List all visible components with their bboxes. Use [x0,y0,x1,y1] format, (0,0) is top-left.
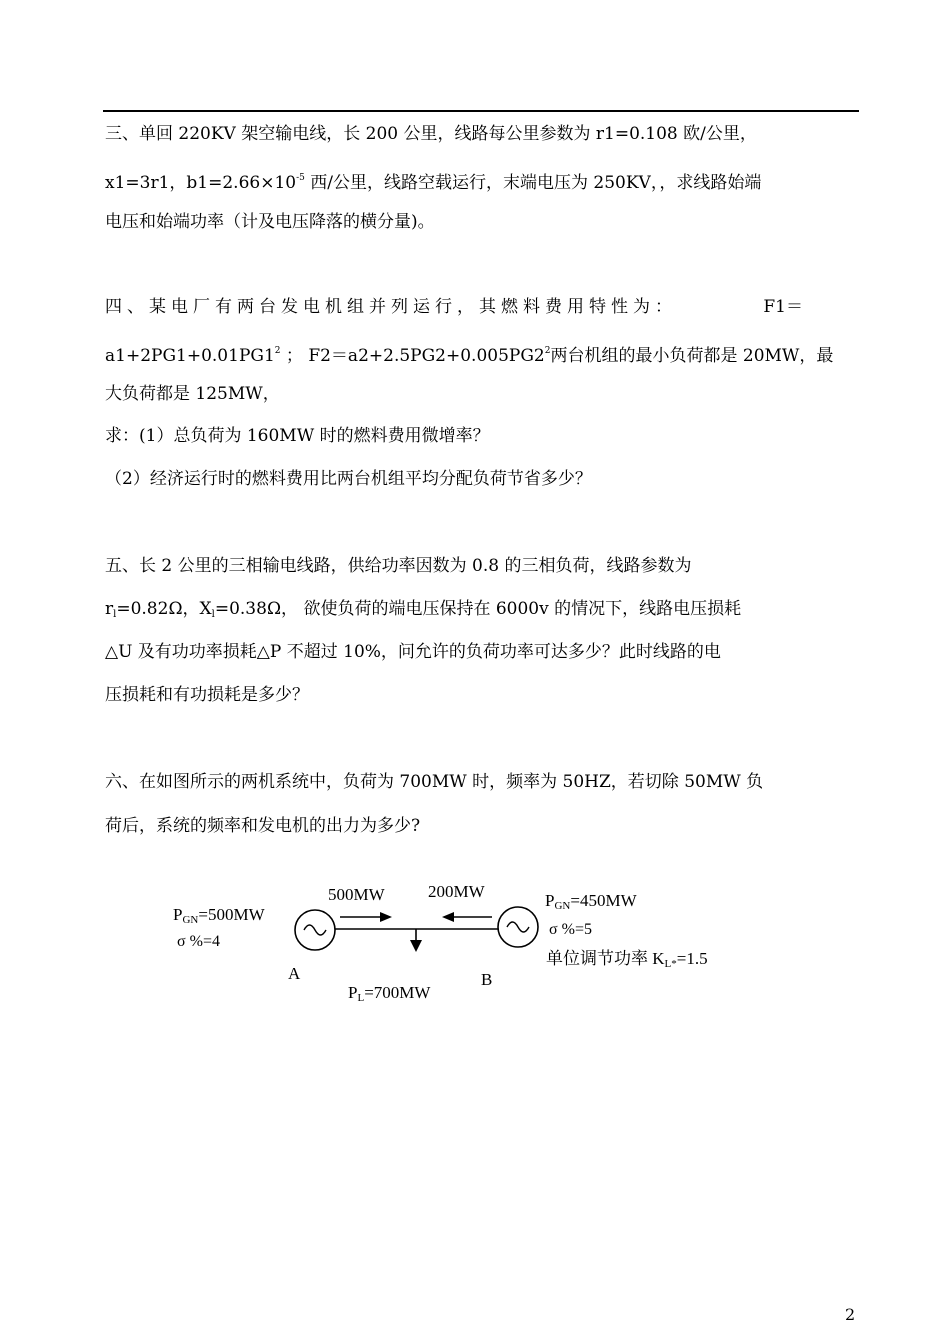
q5-line-3: △U 及有功功率损耗△P 不超过 10%，问允许的负荷功率可达多少？此时线路的电 [105,642,721,662]
gen-b-droop: σ %=5 [549,921,592,938]
generator-a-icon [295,910,335,950]
gen-b-rating: PGN=450MW [545,891,637,912]
q4-line-2: $a1+2PG1+0.01PG1^2$ ； $F2=a2+2.5PG2+0.005PG2^2$两台机组的最小负荷都是 20MW，最 [105,346,834,366]
q4-line-1: 四、某电厂有两台发电机组并列运行，其燃料费用特性为： F1＝ [105,297,803,317]
load-regulation: 单位调节功率 KL*=1.5 [546,949,708,970]
gen-a-droop: σ %=4 [177,933,220,950]
load-label: PL=700MW [348,983,431,1004]
page-number: 2 [845,1305,856,1324]
generator-b-icon [498,907,538,947]
two-machine-diagram [160,870,800,1020]
q3-line-2: x1=3r1，$b1=2.66\times 10^{-5}$ 西/公里，线路空载运行，末端电压为 250KV，，求线路始端 [105,173,762,193]
q3-line-3: 电压和始端功率（计及电压降落的横分量)。 [105,212,435,232]
load-arrow-icon [410,929,422,952]
q5-line-1: 五、长 2 公里的三相输电线路，供给功率因数为 0.8 的三相负荷，线路参数为 [105,556,692,576]
gen-b-label: B [481,970,493,989]
q6-line-1: 六、在如图所示的两机系统中，负荷为 700MW 时，频率为 50HZ，若切除 50MW 负 [105,772,764,792]
flow-label-a: 500MW [328,885,385,904]
flow-label-b: 200MW [428,882,485,901]
q5-line-4: 压损耗和有功损耗是多少？ [105,685,309,705]
flow-arrow-right-icon [340,912,392,922]
flow-arrow-left-icon [442,912,492,922]
q4-line-3: 大负荷都是 125MW， [105,384,280,404]
gen-a-label: A [288,964,301,983]
q5-line-2: $r_l=0.82\Omega$，$X_l=0.38\Omega$， 欲使负荷的端电压保持在 6000v 的情况下，线路电压损耗 [105,599,742,620]
q4-line-5: （2）经济运行时的燃料费用比两台机组平均分配负荷节省多少？ [105,469,592,489]
q3-line-1: 三、单回 220KV 架空输电线，长 200 公里，线路每公里参数为 r1=0.108 欧/公里， [105,124,757,144]
q6-line-2: 荷后，系统的频率和发电机的出力为多少? [105,816,421,836]
q4-line-4: 求：(1）总负荷为 160MW 时的燃料费用微增率？ [105,426,490,446]
header-rule [103,110,859,112]
gen-a-rating: PGN=500MW [173,905,265,926]
